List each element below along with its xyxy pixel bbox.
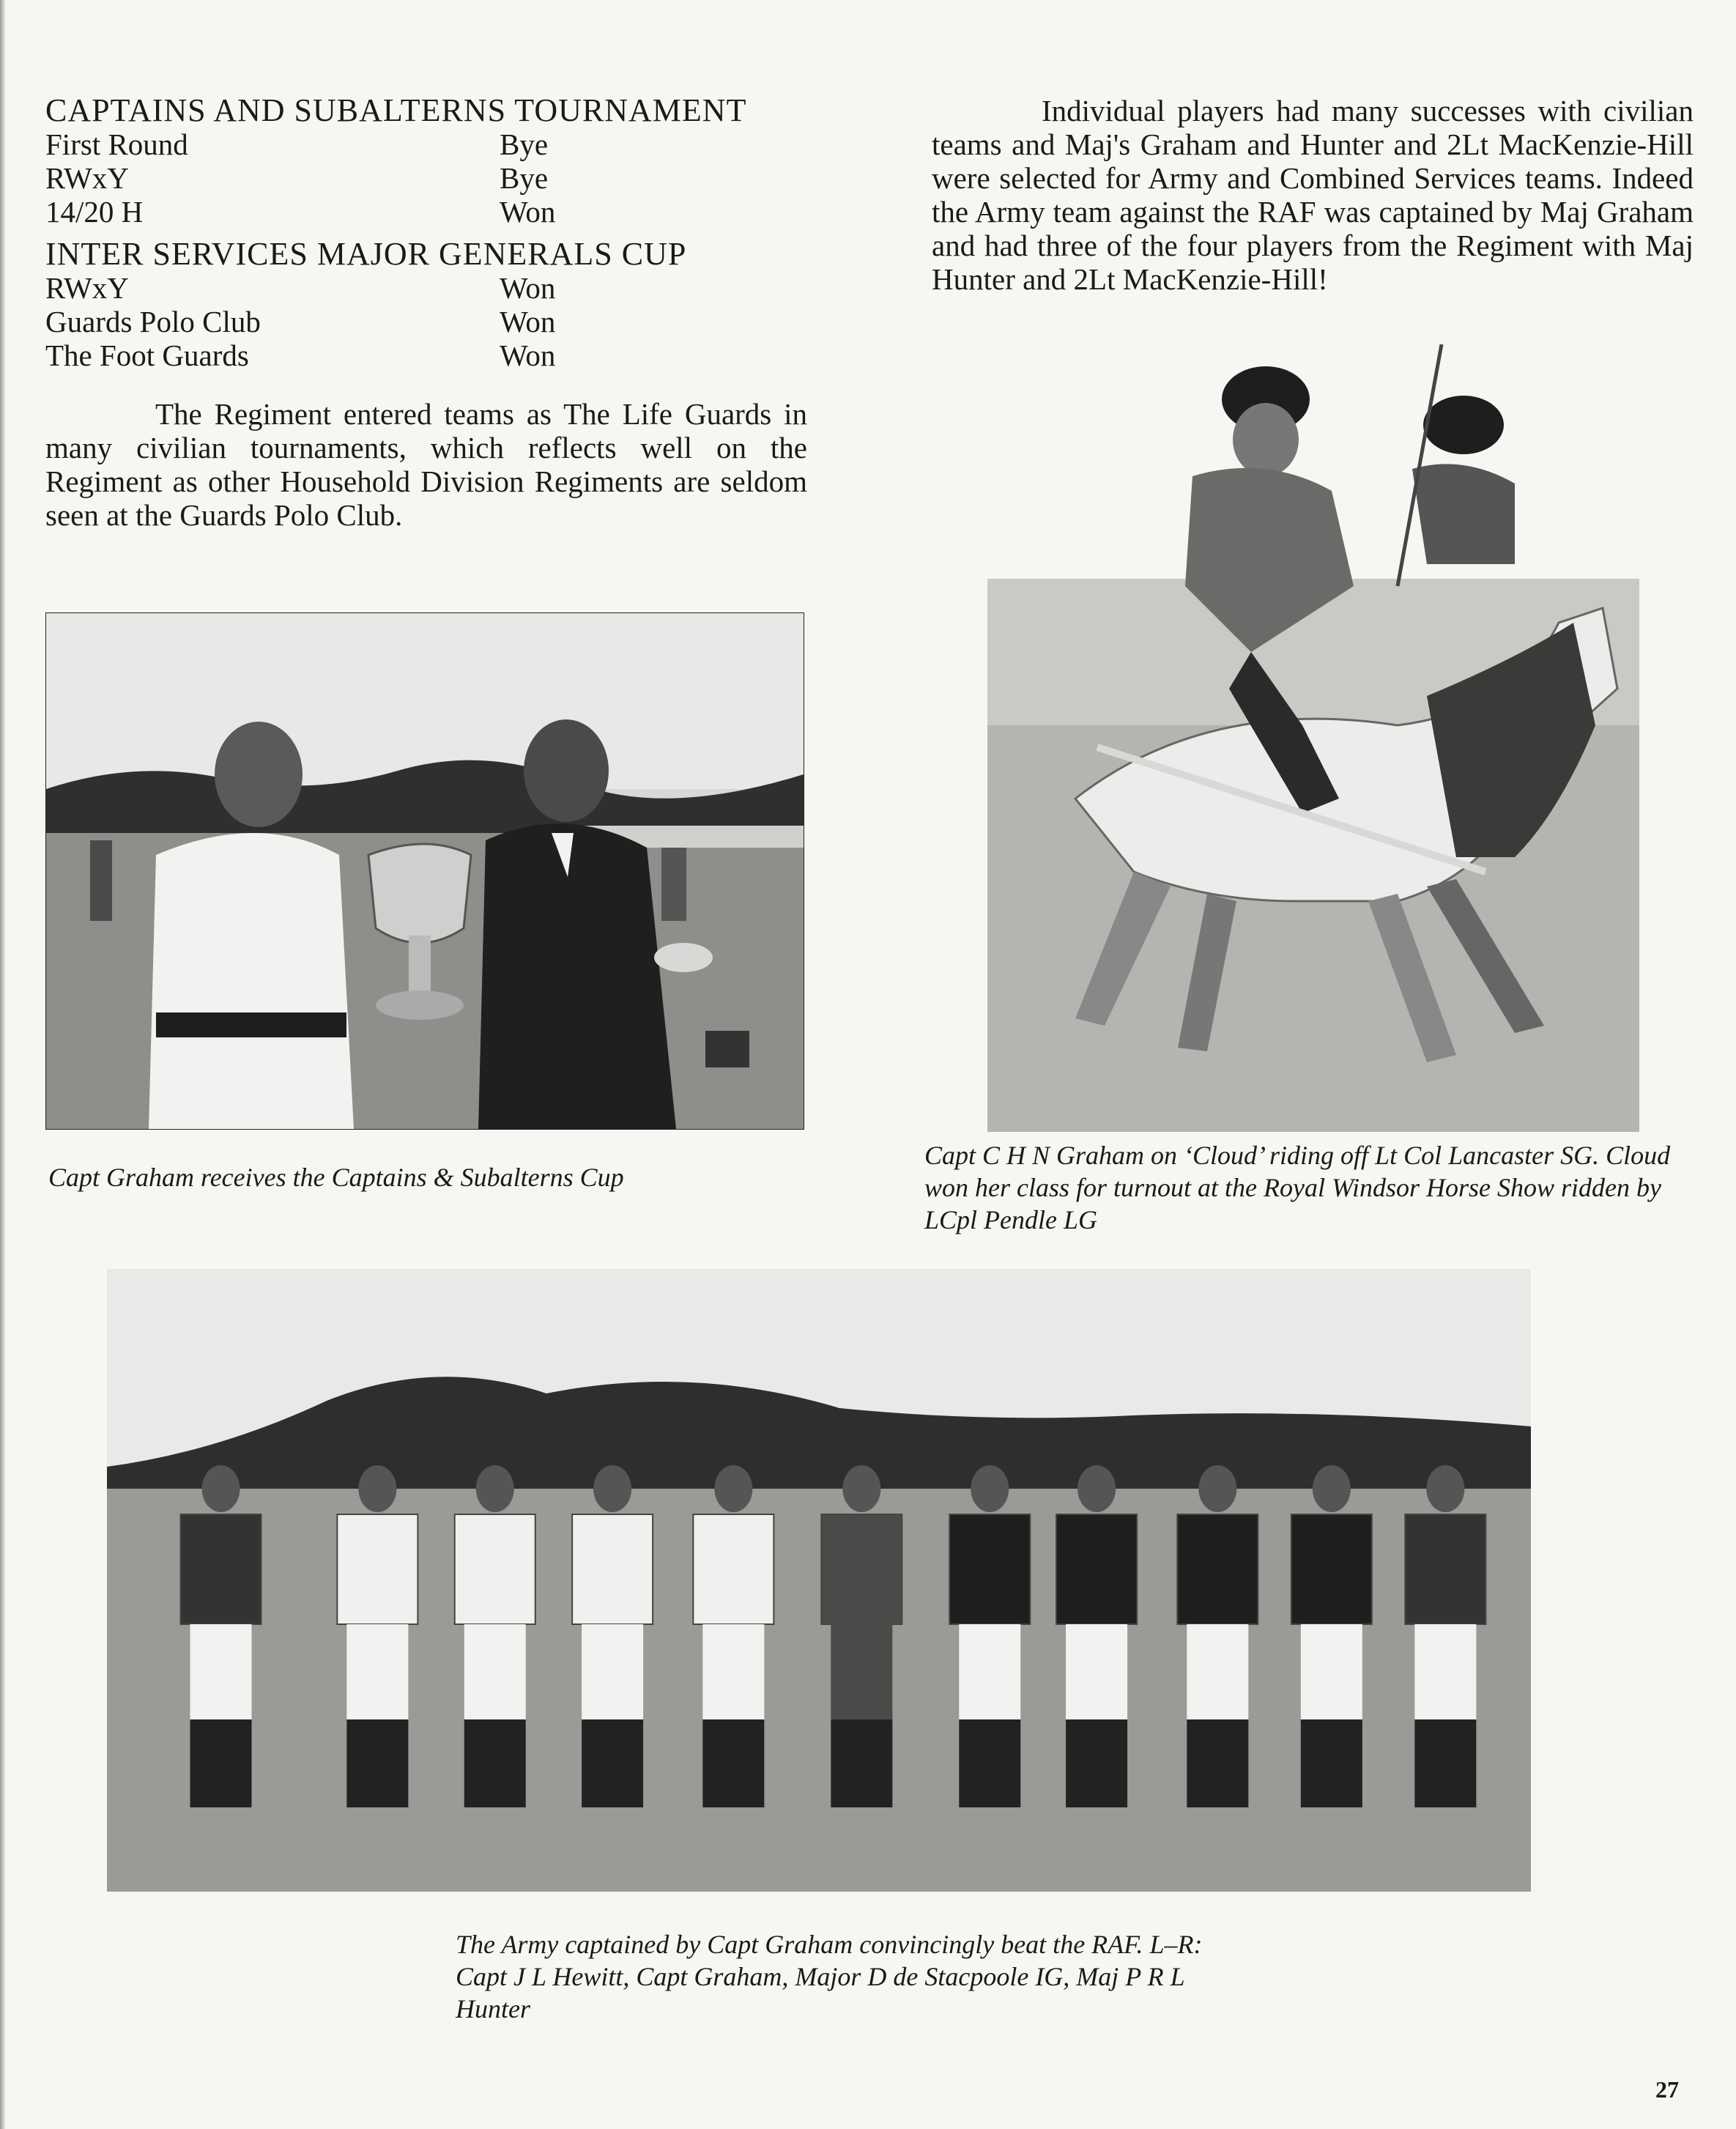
- team-member-figure: [693, 1465, 774, 1807]
- caption-team-photo: The Army captained by Capt Graham convincingly beat the RAF. L–R: Capt J L Hewitt, Capt Graham, Major D de Stacpoole IG, Maj P R L Hunter: [456, 1930, 1203, 2024]
- result-row: RWxY Won: [45, 271, 556, 305]
- team-member-figure: [337, 1465, 418, 1807]
- result-row: First Round Bye: [45, 127, 549, 161]
- left-paragraph: The Regiment entered teams as The Life Guards in many civilian tournaments, which reflects well on the Regiment as other Household Division Regiments are seldom seen at the Guards Polo Club.: [45, 397, 807, 532]
- team-member-figure: [1177, 1465, 1258, 1807]
- right-paragraph: Individual players had many successes with civilian teams and Maj's Graham and Hunter and 2Lt MacKenzie-Hill were selected for Army and Combined Services teams. Indeed the Army team against the RAF was captained by Maj Graham and had three of the four players from the Regiment with Maj Hunter and 2Lt MacKenzie-Hill!: [932, 94, 1694, 296]
- result-row: The Foot Guards Won: [45, 338, 556, 372]
- caption-horse-photo: Capt C H N Graham on ‘Cloud’ riding off Lt Col Lancaster SG. Cloud won her class for turnout at the Royal Windsor Horse Show ridden by LCpl Pendle LG: [924, 1141, 1671, 1234]
- result-row: RWxY Bye: [45, 161, 549, 195]
- team-member-figure: [455, 1465, 535, 1807]
- team-member-figure: [181, 1465, 261, 1807]
- team-member-figure: [572, 1465, 653, 1807]
- polo-riding-off-photo: [987, 344, 1639, 1132]
- team-member-figure: [1405, 1465, 1485, 1807]
- results-block: [45, 94, 807, 372]
- result-row: Guards Polo Club Won: [45, 305, 556, 338]
- section-heading-major-generals-cup: INTER SERVICES MAJOR GENERALS CUP: [45, 236, 687, 272]
- page-spine-shadow: [0, 0, 6, 2129]
- page-number: 27: [1655, 2076, 1679, 2103]
- team-member-figure: [1291, 1465, 1372, 1807]
- result-row: 14/20 H Won: [45, 195, 556, 229]
- section-heading-captains-subalterns: CAPTAINS AND SUBALTERNS TOURNAMENT: [45, 92, 747, 128]
- team-member-figure: [1056, 1465, 1137, 1807]
- caption-cup-photo: Capt Graham receives the Captains & Subalterns Cup: [48, 1163, 624, 1192]
- cup-presentation-photo: [45, 612, 804, 1130]
- team-member-figure: [949, 1465, 1030, 1807]
- team-member-figure: [821, 1465, 902, 1807]
- army-team-lineup-photo: [107, 1269, 1531, 1892]
